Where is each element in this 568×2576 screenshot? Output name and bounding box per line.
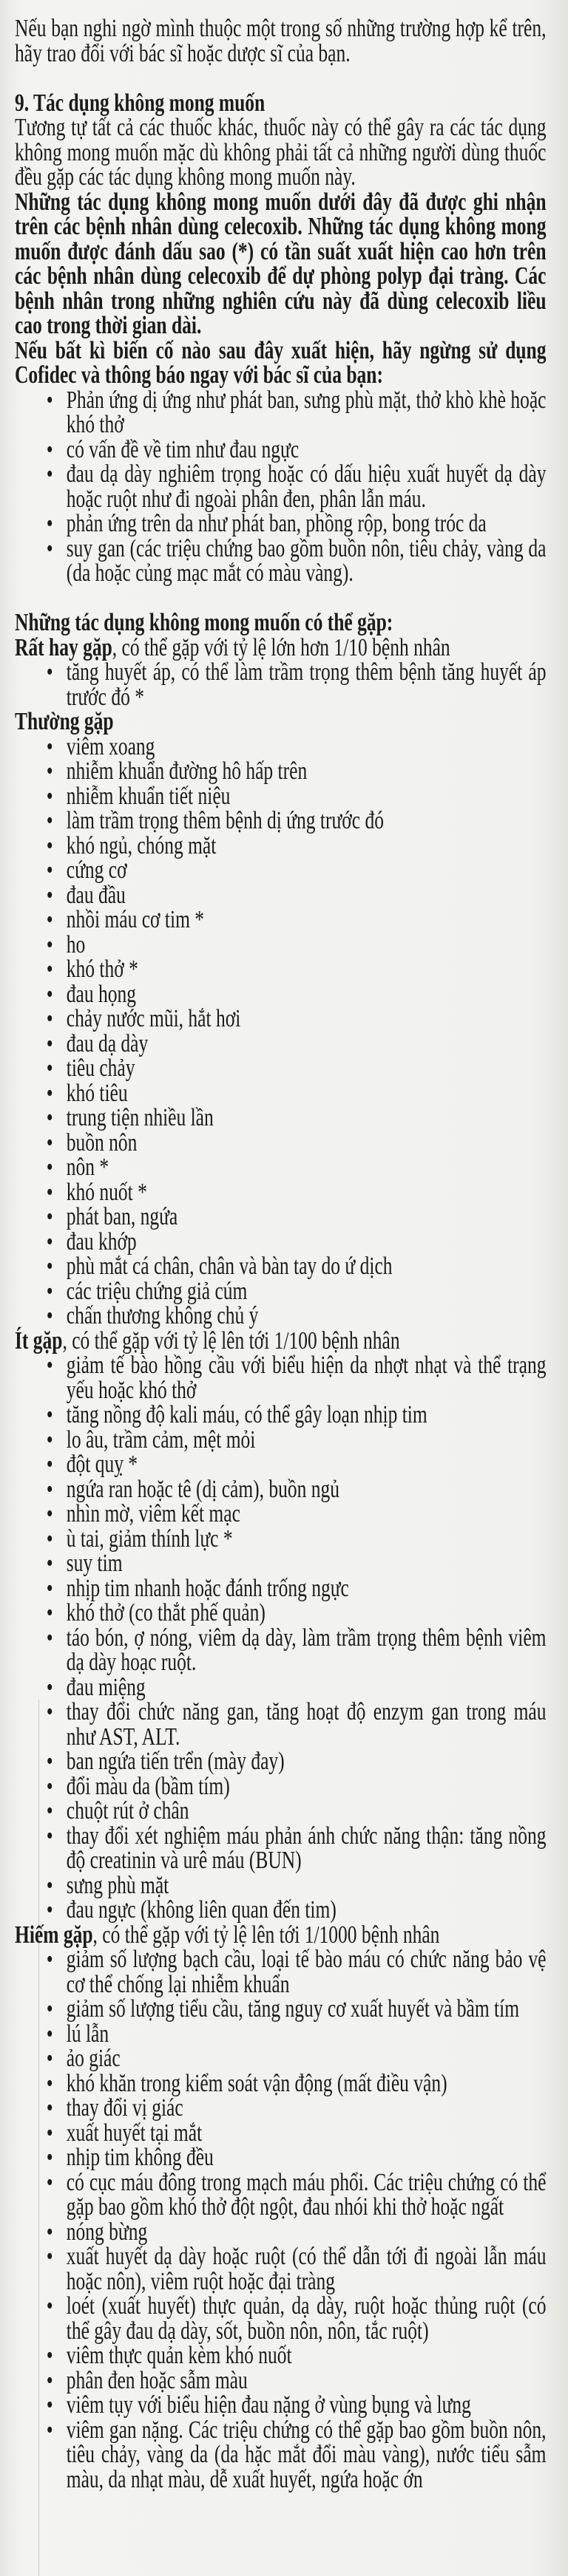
- list-item: • đau họng: [67, 982, 547, 1007]
- stop-list: [15, 388, 547, 586]
- list-item: • viêm thực quản kèm khó nuốt: [67, 2343, 547, 2368]
- list-item: • có vấn đề về tim như đau ngực: [67, 437, 547, 463]
- list-item: • có cục máu đông trong mạch máu phổi. Các triệu chứng có thể gặp bao gồm khó thở đột ngột, đau nhói khi thở hoặc ngất: [67, 2170, 547, 2220]
- very-common-header: [15, 633, 547, 661]
- list-item: • giảm số lượng tiểu cầu, tăng nguy cơ xuất huyết và bầm tím: [67, 1997, 547, 2022]
- list-item: • viêm gan nặng. Các triệu chứng có thể gặp bao gồm buồn nôn, tiêu chảy, vàng da (da hặc mắt đổi màu vàng), nước tiểu sẫm màu, da nhạt màu, dễ xuất huyết, ngứa hoặc ớn: [67, 2418, 547, 2492]
- rare-header: [15, 1923, 547, 1948]
- list-item: • thay đổi xét nghiệm máu phản ánh chức năng thận: tăng nồng độ creatinin và urê máu (BUN): [67, 1824, 547, 1873]
- list-item: • ù tai, giảm thính lực *: [67, 1527, 547, 1552]
- list-item: • nhịp tim nhanh hoặc đánh trống ngực: [67, 1576, 547, 1601]
- list-item: • làm trầm trọng thêm bệnh dị ứng trước đó: [67, 808, 547, 834]
- list-item: • loét (xuất huyết) thực quản, dạ dày, ruột hoặc thủng ruột (có thể gây đau dạ dày, sốt, buồn nôn, nôn, tắc ruột): [67, 2294, 547, 2343]
- list-item: • đau ngực (không liên quan đến tim): [67, 1898, 547, 1923]
- list-item: • táo bón, ợ nóng, viêm dạ dày, làm trầm trọng thêm bệnh viêm dạ dày hoạc ruột.: [67, 1626, 547, 1675]
- list-item: • đau dạ dày: [67, 1032, 547, 1057]
- list-item: • suy gan (các triệu chứng bao gồm buồn nôn, tiêu chảy, vàng da (da hoặc củng mạc mắt có màu vàng).: [67, 536, 547, 586]
- list-item: • sưng phù mặt: [67, 1873, 547, 1898]
- list-item: • nhồi máu cơ tim *: [67, 907, 547, 933]
- list-item: • đau khớp: [67, 1230, 547, 1255]
- stop-warning: Nếu bất kì biến cố nào sau đây xuất hiện, hãy ngừng sử dụng Cofidec và thông báo ngay với bác sĩ của bạn:: [15, 336, 547, 389]
- common-label: Thường gặp: [15, 708, 114, 735]
- list-item: • đau miệng: [67, 1675, 547, 1700]
- list-item: • nhiễm khuẩn tiết niệu: [67, 784, 547, 809]
- uncommon-list: [15, 1353, 547, 1923]
- uncommon-frequency: , có thể gặp với tỷ lệ lên tới 1/100 bệnh nhân: [62, 1326, 400, 1355]
- list-item: • đau đầu: [67, 883, 547, 908]
- list-item: • xuất huyết dạ dày hoặc ruột (có thể dẫn tới đi ngoài lẫn máu hoặc nôn), viêm ruột hoặc đại tràng: [67, 2244, 547, 2294]
- section-heading: 9. Tác dụng không mong muốn: [15, 89, 266, 117]
- list-item: • khó nuốt *: [67, 1180, 547, 1205]
- list-item: • Phản ứng dị ứng như phát ban, sưng phù mặt, thở khò khè hoặc khó thở: [67, 388, 547, 437]
- celecoxib-note: Những tác dụng không mong muốn dưới đây đã được ghi nhận trên các bệnh nhân dùng celecoxib. Những tác dụng không mong muốn được đánh dấu sao (*) có tần suất xuất hiện cao hơn trên các bệnh nhân dùng celecoxib để dự phòng polyp đại tràng. Các bệnh nhân trong những nghiên cứu này đã dùng celecoxib liều cao trong thời gian dài.: [15, 188, 547, 339]
- list-item: • đột quỵ *: [67, 1452, 547, 1477]
- list-item: • các triệu chứng giả cúm: [67, 1279, 547, 1304]
- list-item: • đau dạ dày nghiêm trọng hoặc có dấu hiệu xuất huyết dạ dày hoặc ruột như đi ngoài phân đen, phân lẫn máu.: [67, 462, 547, 511]
- list-item: • ngứa ran hoặc tê (dị cảm), buồn ngủ: [67, 1477, 547, 1502]
- list-item: • chảy nước mũi, hắt hơi: [67, 1006, 547, 1032]
- list-item: • lo âu, trầm cảm, mệt mỏi: [67, 1428, 547, 1453]
- very-common-frequency: , có thể gặp với tỷ lệ lớn hơn 1/10 bệnh nhân: [112, 633, 450, 661]
- rare-label: Hiếm gặp: [15, 1921, 93, 1949]
- list-item: • chấn thương không chủ ý: [67, 1304, 547, 1329]
- list-item: • viêm xoang: [67, 735, 547, 760]
- list-item: • chuột rút ở chân: [67, 1799, 547, 1824]
- possible-effects-heading: Những tác dụng không mong muốn có thể gặp:: [15, 609, 393, 636]
- common-list: [15, 732, 547, 1329]
- list-item: • nóng bừng: [67, 2220, 547, 2245]
- very-common-list: [15, 660, 547, 709]
- uncommon-label: Ít gặp: [15, 1326, 63, 1355]
- list-item: • nhịp tim không đều: [67, 2145, 547, 2170]
- list-item: • viêm tụy với biểu hiện đau nặng ở vùng bụng và lưng: [67, 2393, 547, 2418]
- list-item: • thay đổi vị giác: [67, 2096, 547, 2121]
- list-item: • phân đen hoặc sẫm màu: [67, 2368, 547, 2393]
- rare-list: [15, 1947, 547, 2492]
- list-item: • nhiễm khuẩn đường hô hấp trên: [67, 759, 547, 784]
- list-item: • xuất huyết tại mắt: [67, 2121, 547, 2146]
- list-item: • buồn nôn: [67, 1131, 547, 1156]
- list-item: • nôn *: [67, 1155, 547, 1180]
- list-item: • ảo giác: [67, 2046, 547, 2071]
- intro-paragraph: Nếu bạn nghi ngờ mình thuộc một trong số những trường hợp kể trên, hãy trao đổi với bác sĩ hoặc dược sĩ của bạn.: [15, 15, 547, 67]
- list-item: • đổi màu da (bầm tím): [67, 1774, 547, 1799]
- list-item: • giảm tế bào hồng cầu với biểu hiện da nhợt nhạt và thể trạng yếu hoặc khó thở: [67, 1353, 547, 1403]
- list-item: • suy tim: [67, 1551, 547, 1576]
- list-item: • khó thở *: [67, 957, 547, 982]
- list-item: • giảm số lượng bạch cầu, loại tế bào máu có chức năng bảo vệ cơ thể chống lại nhiễm khuẩn: [67, 1947, 547, 1997]
- uncommon-header: [15, 1326, 547, 1355]
- list-item: • ban ngứa tiến trển (mày đay): [67, 1749, 547, 1774]
- rare-frequency: , có thể gặp với tỷ lệ lên tới 1/1000 bệnh nhân: [92, 1921, 440, 1949]
- list-item: • khó ngủ, chóng mặt: [67, 834, 547, 859]
- list-item: • nhìn mờ, viêm kết mạc: [67, 1502, 547, 1527]
- list-item: • trung tiện nhiều lần: [67, 1105, 547, 1131]
- list-item: • tăng nồng độ kali máu, có thể gây loạn nhịp tim: [67, 1403, 547, 1428]
- list-item: • khó tiêu: [67, 1081, 547, 1106]
- common-header: [15, 709, 547, 735]
- list-item: • phù mắt cá chân, chân và bàn tay do ứ dịch: [67, 1254, 547, 1279]
- list-item: • tăng huyết áp, có thể làm trầm trọng thêm bệnh tăng huyết áp trước đó *: [67, 660, 547, 709]
- list-item: • tiêu chảy: [67, 1056, 547, 1081]
- general-paragraph: Tương tự tất cả các thuốc khác, thuốc này có thể gây ra các tác dụng không mong muốn mặc dù không phải tất cả những người dùng thuốc đều gặp các tác dụng không mong muốn này.: [15, 114, 547, 191]
- list-item: • phát ban, ngứa: [67, 1204, 547, 1230]
- list-item: • cứng cơ: [67, 858, 547, 883]
- list-item: • phản ứng trên da như phát ban, phồng rộp, bong tróc da: [67, 511, 547, 536]
- leaflet-page: [15, 16, 547, 2492]
- list-item: • lú lẫn: [67, 2022, 547, 2047]
- list-item: • khó thở (co thắt phế quản): [67, 1601, 547, 1626]
- very-common-label: Rất hay gặp: [15, 633, 112, 661]
- list-item: • ho: [67, 933, 547, 958]
- list-item: • thay đổi chức năng gan, tăng hoạt độ enzym gan trong máu như AST, ALT.: [67, 1700, 547, 1749]
- list-item: • khó khăn trong kiểm soát vận động (mất điều vận): [67, 2071, 547, 2096]
